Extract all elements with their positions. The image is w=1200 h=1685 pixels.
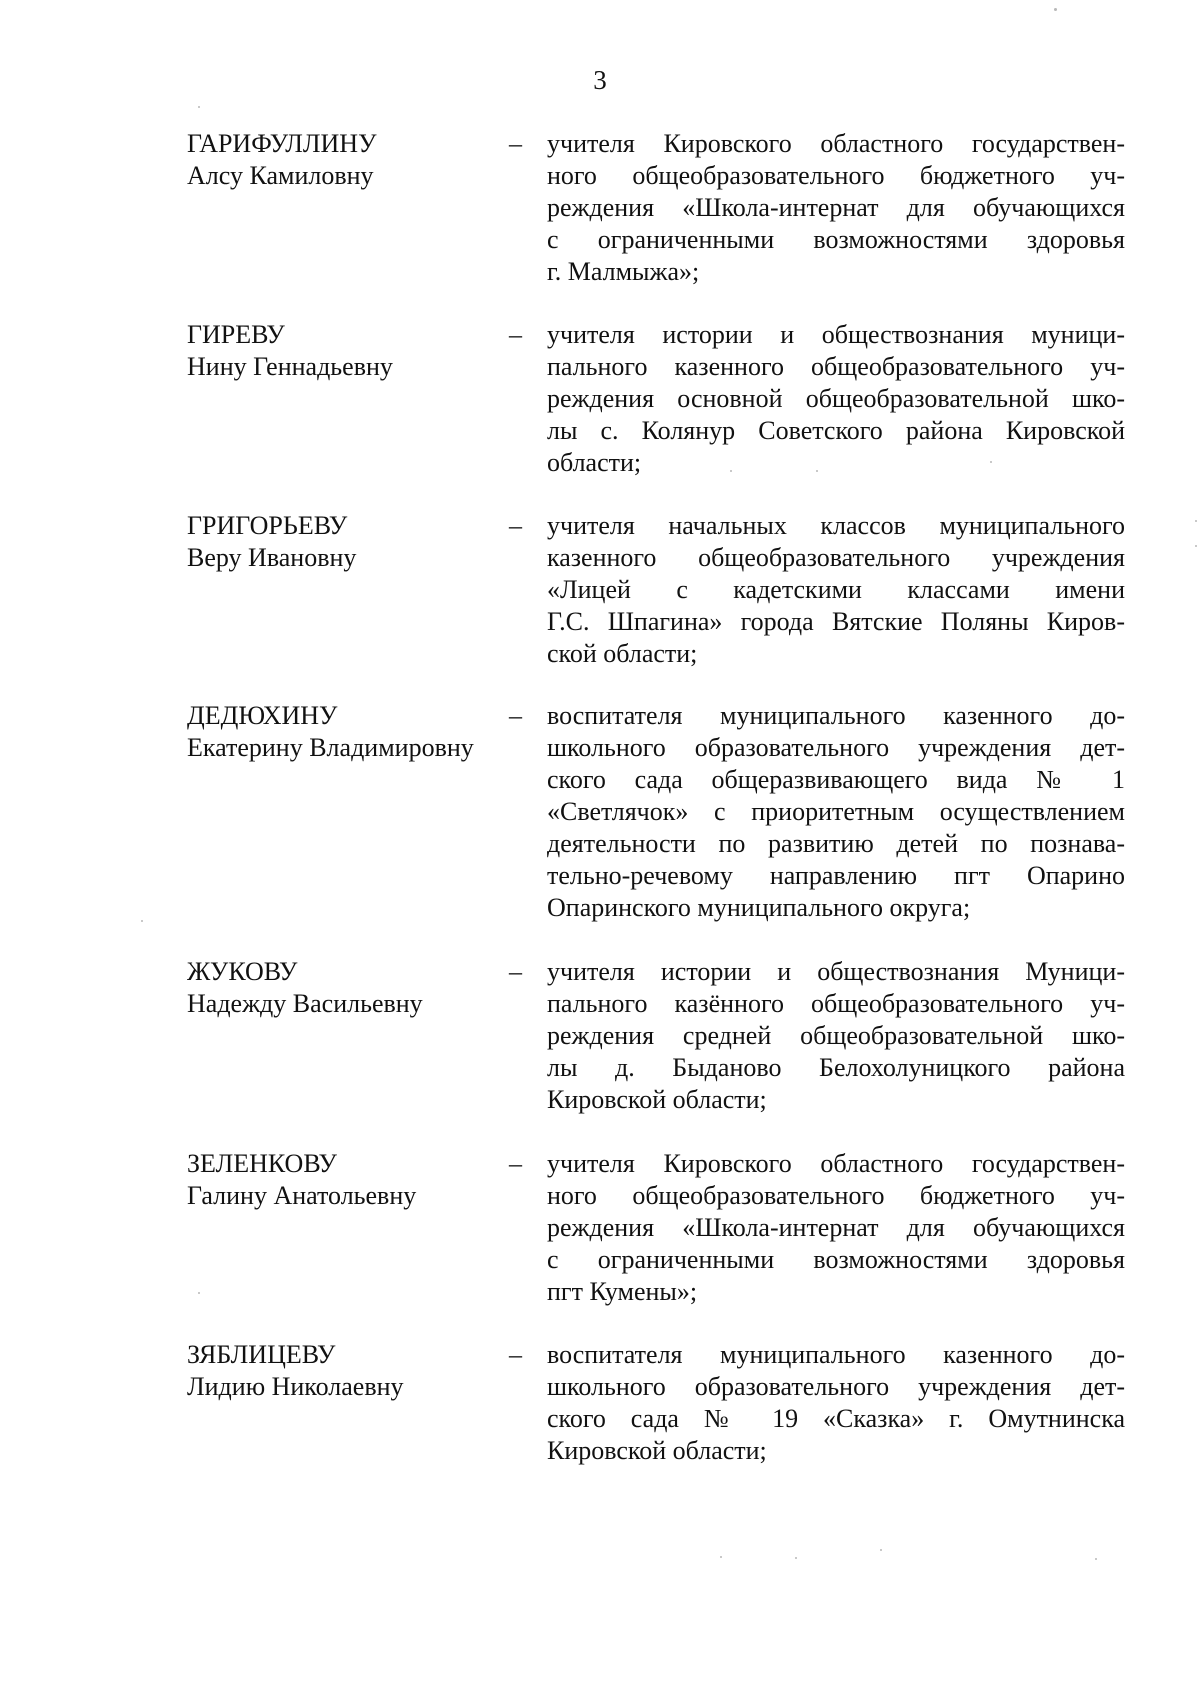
description-line: реждения средней общеобразовательной шко-: [547, 1021, 1125, 1050]
position-description: [547, 1148, 1125, 1308]
description-line: воспитателя муниципального казенного до-: [547, 1340, 1125, 1369]
description-line: ного общеобразовательного бюджетного уч-: [547, 1181, 1125, 1210]
person-name: [187, 510, 507, 574]
position-description: [547, 128, 1125, 288]
description-line: с ограниченными возможностями здоровья: [547, 1245, 1125, 1274]
position-description: [547, 1339, 1125, 1467]
description-line: с ограниченными возможностями здоровья: [547, 225, 1125, 254]
description-line: Г.С. Шпагина» города Вятские Поляны Киров-: [547, 607, 1125, 636]
scan-speck: [1195, 520, 1197, 522]
scan-speck: [198, 1292, 200, 1294]
person-name: [187, 1339, 507, 1403]
description-line: ного общеобразовательного бюджетного уч-: [547, 161, 1125, 190]
scan-speck: [198, 106, 200, 108]
description-line: учителя истории и обществознания Муници-: [547, 957, 1125, 986]
given-name: Галину Анатольевну: [187, 1181, 417, 1210]
description-line: пального казенного общеобразовательного уч-: [547, 352, 1125, 381]
dash-separator: –: [509, 1340, 522, 1369]
position-description: [547, 319, 1125, 479]
position-description: [547, 510, 1125, 670]
description-line: Кировской области;: [547, 1085, 767, 1114]
position-description: [547, 700, 1125, 924]
given-name: Алсу Камиловну: [187, 161, 374, 190]
description-line: Опаринского муниципального округа;: [547, 893, 971, 922]
description-line: ского сада общеразвивающего вида № 1: [547, 765, 1125, 794]
description-line: деятельности по развитию детей по познава-: [547, 829, 1125, 858]
surname: ЗЕЛЕНКОВУ: [187, 1149, 337, 1178]
description-line: учителя истории и обществознания муници-: [547, 320, 1125, 349]
given-name: Лидию Николаевну: [187, 1372, 404, 1401]
given-name: Веру Ивановну: [187, 543, 357, 572]
description-line: области;: [547, 448, 642, 477]
description-line: учителя Кировского областного государствен-: [547, 129, 1125, 158]
description-line: пгт Кумены»;: [547, 1277, 698, 1306]
scan-speck: [730, 470, 732, 472]
surname: ДЕДЮХИНУ: [187, 701, 338, 730]
description-line: пального казённого общеобразовательного уч-: [547, 989, 1125, 1018]
given-name: Надежду Васильевну: [187, 989, 423, 1018]
description-line: Кировской области;: [547, 1436, 767, 1465]
description-line: школьного образовательного учреждения дет-: [547, 733, 1125, 762]
description-line: воспитателя муниципального казенного до-: [547, 701, 1125, 730]
given-name: Екатерину Владимировну: [187, 733, 474, 762]
scan-speck: [1054, 8, 1057, 11]
person-name: [187, 956, 507, 1020]
description-line: казенного общеобразовательного учреждения: [547, 543, 1125, 572]
description-line: «Светлячок» с приоритетным осуществлением: [547, 797, 1125, 826]
description-line: учителя Кировского областного государствен-: [547, 1149, 1125, 1178]
surname: ЗЯБЛИЦЕВУ: [187, 1340, 336, 1369]
person-name: [187, 128, 507, 192]
scan-speck: [795, 1557, 797, 1559]
given-name: Нину Геннадьевну: [187, 352, 393, 381]
dash-separator: –: [509, 1149, 522, 1178]
description-line: г. Малмыжа»;: [547, 257, 700, 286]
dash-separator: –: [509, 701, 522, 730]
scan-speck: [990, 461, 992, 463]
description-line: ского сада № 19 «Сказка» г. Омутнинска: [547, 1404, 1125, 1433]
dash-separator: –: [509, 320, 522, 349]
description-line: учителя начальных классов муниципального: [547, 511, 1125, 540]
surname: ГИРЕВУ: [187, 320, 285, 349]
scan-speck: [720, 1556, 722, 1558]
page-number: 3: [593, 65, 607, 95]
scan-speck: [1195, 545, 1197, 547]
person-name: [187, 1148, 507, 1212]
scan-speck: [816, 470, 818, 472]
surname: ЖУКОВУ: [187, 957, 298, 986]
scan-speck: [1095, 1558, 1097, 1560]
description-line: реждения основной общеобразовательной шко-: [547, 384, 1125, 413]
description-line: лы с. Колянур Советского района Кировской: [547, 416, 1125, 445]
scan-speck: [141, 920, 143, 922]
description-line: ской области;: [547, 639, 698, 668]
description-line: тельно-речевому направлению пгт Опарино: [547, 861, 1125, 890]
person-name: [187, 700, 507, 764]
description-line: реждения «Школа-интернат для обучающихся: [547, 1213, 1125, 1242]
scan-speck: [880, 1549, 882, 1551]
description-line: «Лицей с кадетскими классами имени: [547, 575, 1125, 604]
description-line: школьного образовательного учреждения дет-: [547, 1372, 1125, 1401]
person-name: [187, 319, 507, 383]
description-line: реждения «Школа-интернат для обучающихся: [547, 193, 1125, 222]
surname: ГРИГОРЬЕВУ: [187, 511, 348, 540]
description-line: лы д. Быданово Белохолуницкого района: [547, 1053, 1125, 1082]
dash-separator: –: [509, 129, 522, 158]
surname: ГАРИФУЛЛИНУ: [187, 129, 377, 158]
position-description: [547, 956, 1125, 1116]
dash-separator: –: [509, 957, 522, 986]
dash-separator: –: [509, 511, 522, 540]
